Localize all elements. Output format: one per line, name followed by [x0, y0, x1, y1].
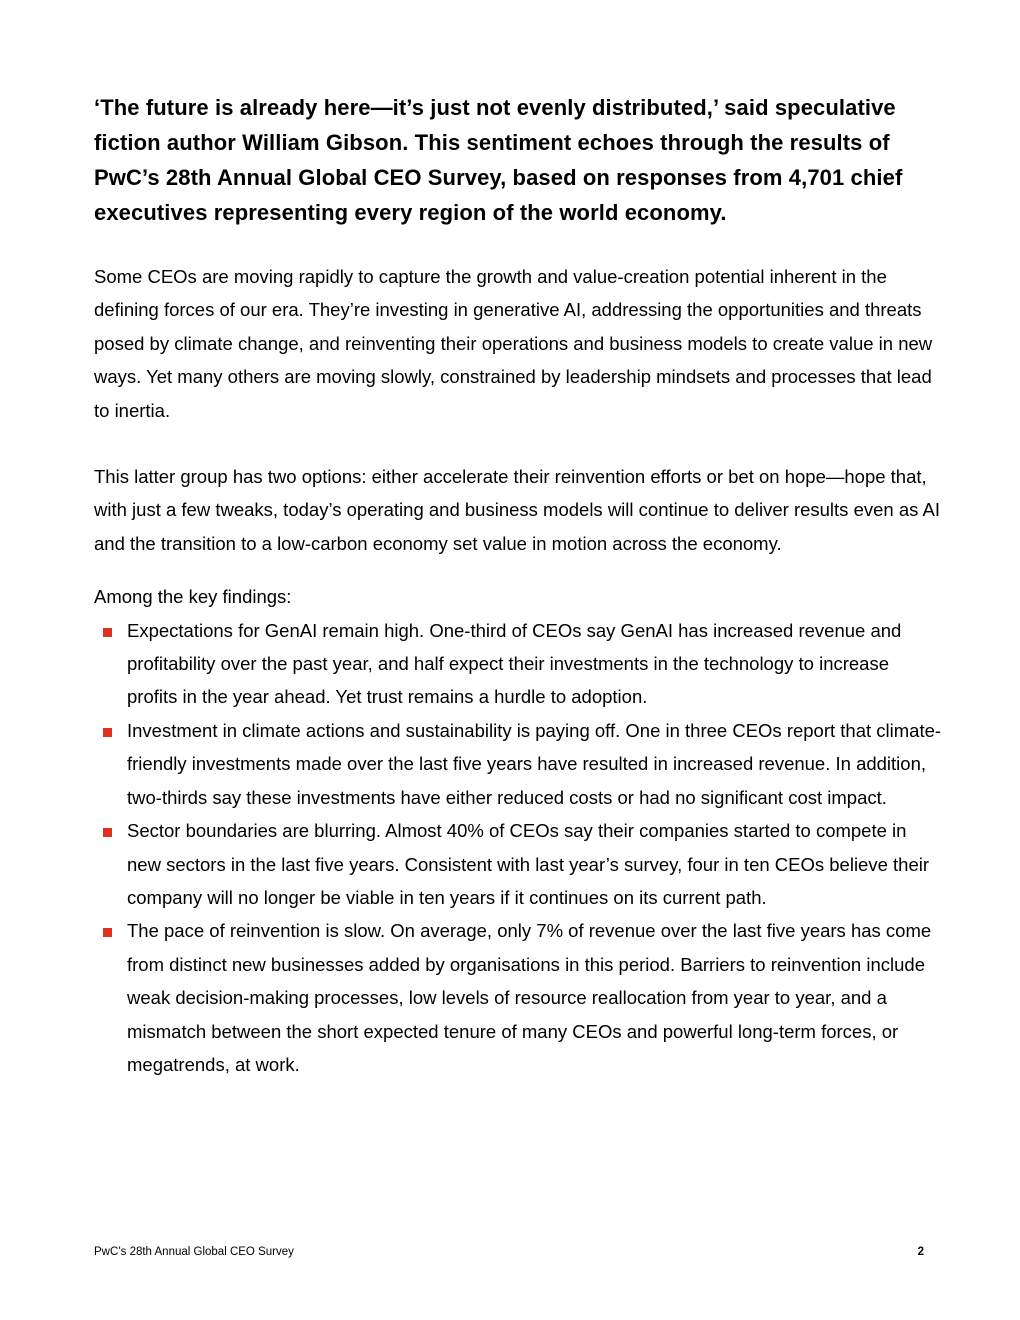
page-content — [94, 90, 944, 1081]
square-bullet-icon — [103, 728, 112, 737]
page-number: 2 — [917, 1246, 924, 1258]
square-bullet-icon — [103, 828, 112, 837]
footer-title: PwC’s 28th Annual Global CEO Survey — [94, 1246, 294, 1258]
finding-text: The pace of reinvention is slow. On average, only 7% of revenue over the last five years has come from distinct new businesses added by organisations in this period. Barriers to reinvention include weak decision-making processes, low levels of resource reallocation from year to year, and a mismatch between the short expected tenure of many CEOs and powerful long-term forces, or megatrends, at work. — [127, 920, 932, 1075]
finding-text: Investment in climate actions and sustainability is paying off. One in three CEOs report that climate-friendly investments made over the last five years have resulted in increased revenue. In addition, two-thirds say these investments have either reduced costs or had no significant cost impact. — [127, 719, 942, 808]
findings-intro: Among the key findings: — [94, 586, 292, 608]
finding-item — [94, 814, 944, 914]
square-bullet-icon — [103, 628, 112, 637]
finding-item — [94, 714, 944, 814]
body-paragraph-1: Some CEOs are moving rapidly to capture the growth and value-creation potential inherent in the defining forces of our era. They’re investing in generative AI, addressing the opportunities and threats posed by climate change, and reinventing their operations and business models to create value in new ways. Yet many others are moving slowly, constrained by leadership mindsets and processes that lead to inertia. — [94, 266, 933, 421]
square-bullet-icon — [103, 928, 112, 937]
finding-text: Expectations for GenAI remain high. One-third of CEOs say GenAI has increased revenue and profitability over the past year, and half expect their investments in the technology to increase profits in the year ahead. Yet trust remains a hurdle to adoption. — [127, 619, 902, 708]
key-findings-list — [94, 614, 944, 1082]
body-paragraph-2: This latter group has two options: either accelerate their reinvention efforts or bet on hope—hope that, with just a few tweaks, today’s operating and business models will continue to deliver results even as AI and the transition to a low-carbon economy set value in motion across the economy. — [94, 466, 940, 554]
finding-item — [94, 914, 944, 1081]
lead-paragraph: ‘The future is already here—it’s just not evenly distributed,’ said speculative fiction author William Gibson. This sentiment echoes through the results of PwC’s 28th Annual Global CEO Survey, based on responses from 4,701 chief executives representing every region of the world economy. — [94, 95, 903, 225]
finding-item — [94, 614, 944, 714]
finding-text: Sector boundaries are blurring. Almost 40% of CEOs say their companies started to compete in new sectors in the last five years. Consistent with last year’s survey, four in ten CEOs believe their company will no longer be viable in ten years if it continues on its current path. — [127, 820, 930, 908]
